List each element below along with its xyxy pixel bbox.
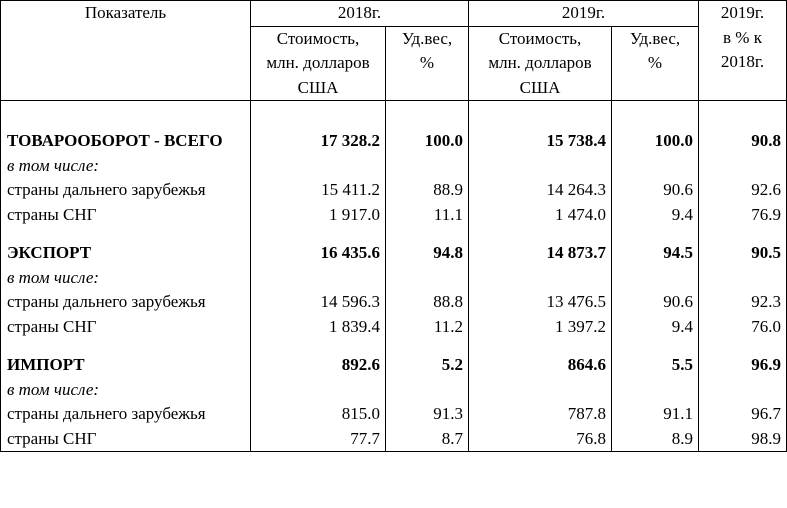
column-header-cost-2019 xyxy=(469,26,612,101)
cell-value-2018: 14 596.3 xyxy=(251,290,386,315)
ratio-header-line-2: в % к xyxy=(723,27,762,47)
ratio-header-line-3: 2018г. xyxy=(720,52,765,71)
cell-value-2019: 14 264.3 xyxy=(469,178,612,203)
cell-share-2019: 91.1 xyxy=(612,402,699,427)
column-header-share-2019 xyxy=(612,26,699,101)
cell-ratio: 96.7 xyxy=(699,402,787,427)
cell-share-2019: 8.9 xyxy=(612,427,699,452)
cell-ratio: 98.9 xyxy=(699,427,787,452)
row-label: страны дальнего зарубежья xyxy=(1,178,251,203)
cell-ratio: 96.9 xyxy=(699,353,787,378)
cell-value-2018: 1 917.0 xyxy=(251,203,386,228)
table-row-subheading xyxy=(1,378,787,403)
cell-value-2019: 15 738.4 xyxy=(469,129,612,154)
cell-share-2018: 5.2 xyxy=(386,353,469,378)
cell-value-2019: 864.6 xyxy=(469,353,612,378)
spacer-row xyxy=(1,227,787,241)
cell-share-2019: 5.5 xyxy=(612,353,699,378)
cost-header-line-1: Стоимость, xyxy=(276,28,360,48)
cell-ratio: 76.9 xyxy=(699,203,787,228)
cell-value-2018: 1 839.4 xyxy=(251,315,386,340)
cell-value-2019: 14 873.7 xyxy=(469,241,612,266)
cell-value-2018: 17 328.2 xyxy=(251,129,386,154)
cell-share-2019: 90.6 xyxy=(612,290,699,315)
row-label: страны СНГ xyxy=(1,427,251,452)
table-row-total xyxy=(1,129,787,154)
cost-header-line-2: млн. долларов xyxy=(488,53,592,72)
cell-share-2018: 88.9 xyxy=(386,178,469,203)
cell-value-2019: 1 397.2 xyxy=(469,315,612,340)
cell-value-2018: 15 411.2 xyxy=(251,178,386,203)
cell-ratio: 90.8 xyxy=(699,129,787,154)
cell-share-2018: 88.8 xyxy=(386,290,469,315)
table-row xyxy=(1,178,787,203)
share-header-line-1: Уд.вес, xyxy=(629,28,681,48)
cell-value-2018: 892.6 xyxy=(251,353,386,378)
table-row-subheading xyxy=(1,154,787,179)
cell-share-2019: 90.6 xyxy=(612,178,699,203)
cell-share-2018: 94.8 xyxy=(386,241,469,266)
row-label: в том числе: xyxy=(1,266,251,291)
spacer-row xyxy=(1,101,787,130)
share-header-line-1: Уд.вес, xyxy=(401,28,453,48)
cell-share-2018: 11.1 xyxy=(386,203,469,228)
cell-share-2019: 94.5 xyxy=(612,241,699,266)
column-header-2018: 2018г. xyxy=(251,1,469,27)
cell-value-2018: 16 435.6 xyxy=(251,241,386,266)
header-row-years xyxy=(1,1,787,27)
cell-share-2018: 91.3 xyxy=(386,402,469,427)
column-header-2019: 2019г. xyxy=(469,1,699,27)
cell-share-2018: 11.2 xyxy=(386,315,469,340)
cell-share-2019: 9.4 xyxy=(612,203,699,228)
cell-value-2018: 815.0 xyxy=(251,402,386,427)
row-label: в том числе: xyxy=(1,378,251,403)
cell-ratio: 76.0 xyxy=(699,315,787,340)
table-row xyxy=(1,402,787,427)
column-header-ratio xyxy=(699,1,787,101)
spacer-row xyxy=(1,339,787,353)
row-label: ТОВАРООБОРОТ - ВСЕГО xyxy=(1,129,251,154)
share-header-line-2: % xyxy=(419,53,435,72)
row-label: ЭКСПОРТ xyxy=(1,241,251,266)
cell-ratio: 92.3 xyxy=(699,290,787,315)
ratio-header-line-1: 2019г. xyxy=(720,3,765,22)
cell-value-2018: 77.7 xyxy=(251,427,386,452)
share-header-line-2: % xyxy=(647,53,663,72)
cost-header-line-3: США xyxy=(297,77,339,97)
cost-header-line-1: Стоимость, xyxy=(498,28,582,48)
cell-share-2018: 100.0 xyxy=(386,129,469,154)
cell-ratio: 92.6 xyxy=(699,178,787,203)
table-row-subheading xyxy=(1,266,787,291)
row-label: страны СНГ xyxy=(1,203,251,228)
cell-share-2019: 100.0 xyxy=(612,129,699,154)
row-label: страны дальнего зарубежья xyxy=(1,290,251,315)
row-label: страны дальнего зарубежья xyxy=(1,402,251,427)
cost-header-line-3: США xyxy=(519,77,561,97)
column-header-indicator: Показатель xyxy=(1,1,251,101)
table-row xyxy=(1,315,787,340)
cell-share-2019: 9.4 xyxy=(612,315,699,340)
table-row xyxy=(1,290,787,315)
cost-header-line-2: млн. долларов xyxy=(266,53,370,72)
cell-value-2019: 1 474.0 xyxy=(469,203,612,228)
cell-value-2019: 787.8 xyxy=(469,402,612,427)
cell-share-2018: 8.7 xyxy=(386,427,469,452)
cell-value-2019: 76.8 xyxy=(469,427,612,452)
row-label: страны СНГ xyxy=(1,315,251,340)
table-row-import xyxy=(1,353,787,378)
column-header-share-2018 xyxy=(386,26,469,101)
table-row xyxy=(1,203,787,228)
table-row xyxy=(1,427,787,452)
row-label: в том числе: xyxy=(1,154,251,179)
row-label: ИМПОРТ xyxy=(1,353,251,378)
cell-ratio: 90.5 xyxy=(699,241,787,266)
table-row-export xyxy=(1,241,787,266)
column-header-cost-2018 xyxy=(251,26,386,101)
cell-value-2019: 13 476.5 xyxy=(469,290,612,315)
